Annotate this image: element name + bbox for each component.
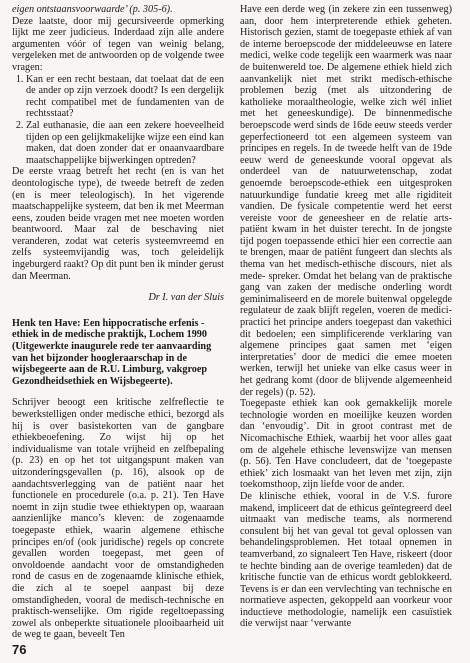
question-item: 2. Zal euthanasie, die aan een zekere hoeveelheid tijden op een gelijkmakelijke wijze een eind kan maken, dat doen zonder dat er onaanvaardbare maatschappelijke bijwerkingen optreden? <box>26 120 224 166</box>
paragraph: Have een derde weg (in zekere zin een tussenweg) aan, door hem interpreterende ethiek geheten. Historisch gezien, stamt de toegepaste ethiek af van de interne beroepscode der middeleeuwse en latere medici, welke code tegelijk een waarmerk was naar de buitenwereld toe. De algemene ethiek hield zich aanvankelijk niet met strikt medisch-ethische problemen bezig (met als uitzondering de katholieke moraaltheologie, welke zich wél inliet met het geneeskundige). De binnenmedische beroepscode werd sinds de 16de eeuw steeds verder geperfectioneerd tot een algemeen systeem van principes en regels. In de tweede helft van de 19de eeuw werd de geneeskunde vooral opgevat als onderdeel van de natuurwetenschap, zodat genoemde beroepscode-ethiek een uitgesproken natuurkundige fundatie kreeg met alle rigiditeit vandien. De fysicale competentie werd het eerst vereiste voor de geneesheer en de relatie arts-patiënt kwam in het duister terecht. In de jongste tijd pogen toepassende ethici hier een correctie aan te brengen, maar de patiënt fungeert dan slechts als thema van het medisch-ethische discours, niet als mede- spreker. Omdat het belang van de praktische gang van zaken der medische onderling wordt geminimaliseerd en de morele buitenwal opgelegde regulateur de zaak blijft regelen, voeren de medici-practici het principe anders toegepast dan vakethici dit bedoelen; een simplificerende verklaring van algemene principes gaat samen met ‘eigen interpretaties’ door de medici die emee moeten werken, terwijl het unieke van elke casus weer in het gedrang komt (door de blijvende algemeenheid der regels) (p. 52). <box>240 4 452 398</box>
review-title: Henk ten Have: Een hippocratische erfenis - ethiek in de medische praktijk, Lochem 1990 (Uitgewerkte inaugurele rede ter aanvaarding van het bijzonder hoogleraarschap in de wijsbegeerte aan de R.U. Limburg, vakgroep Gezondheidsethiek en Wijsbegeerte). <box>12 317 212 387</box>
paragraph: Toegepaste ethiek kan ook gemakkelijk morele technologie worden en moeilijke keuzen worden dan ‘envoudig’. Dit in groot contrast met de Nicomachische Ethiek, waarbij het voor alles gaat om de algehele ethische levenswijze van mensen (p. 56). Ten Have concludeert, dat de ‘toegepaste ethiek’ zich losmaakt van het leven met zijn, zijn toekomsthoop, zijn liefde voor de ander. <box>240 398 452 491</box>
document-page <box>12 4 460 644</box>
question-list <box>12 74 224 167</box>
paragraph: Schrijver beoogt een kritische zelfreflectie te bewerkstelligen onder medische ethici, bezorgd als hij is over basistekorten van de gangbare ethiekbeoefening. Zo wijst hij op het individualisme van totale vrijheid en zelfbepaling (p. 23) en op het tot uitgangspunt maken van uitzonderingsgevallen (p. 16), alsook op de aandachtsverlegging van de patiënt naar het functionele en procedurele (o.a. p. 21). Ten Have noemt in zijn studie twee ethiektypen op, waaraan aanzienlijke manco’s kleven: de zogenaamde toegepaste ethiek, waarin algemene ethische principes en/of (ook juridische) regels op concrete gevallen worden toegepast, met geen of onvoldoende aandacht voor de omstandigheden rond de casus en de zogenaamde klinische ethiek, die zich al te soepel aanpast bij deze omstandigheden, vooral de medisch-technische en praktisch-wenselijke. Om rigide regeltoepassing zowel als onbeperkte situationele plooibaarheid uit de weg te gaan, beveelt Ten <box>12 397 224 641</box>
left-column <box>12 4 224 641</box>
paragraph: De eerste vraag betreft het recht (en is van het deontologische type), de tweede betreft de zeden (en is meer teleologisch). In het vigerende maatschappelijke systeem, dat ben ik met Meerman eens, zouden beide vragen met nee moeten worden beantwoord. Maar zal de beschaving niet veranderen, zodat wat ceteris systeemvreemd en zelfs systeemvijandig was, toch geleidelijk ingeburgerd raakt? Op dit punt ben ik minder gerust dan Meerman. <box>12 166 224 282</box>
paragraph: De klinische ethiek, vooral in de V.S. furore makend, impliceert dat de ethicus geïntegreerd deel uitmaakt van medische teams, als normerend consulent bij het van geval tot geval oplossen van behandelingsproblemen. Het totaal opnemen in teamverband, zo signaleert Ten Have, riskeert (door te hechte binding aan de overige teamleden) dat de kritische functie van de ethicus wordt geblokkeerd. Tevens is er dan een vervlechting van technische en normatieve aspecten, gekoppeld aan voorkeur voor inductieve methodologie, namelijk een casuïstiek die verwijst naar ‘verwante <box>240 490 452 630</box>
author-signature: Dr I. van der Sluis <box>148 292 224 304</box>
right-column <box>240 4 452 630</box>
intro-line: eigen ontstaansvoorwaarde’ (p. 305-6). <box>12 4 173 15</box>
paragraph: Deze laatste, door mij gecursiveerde opmerking lijkt me zeer judicieus. Inderdaad zijn alle andere argumenten vóór of tegen van weinig belang, vergeleken met de antwoorden op de volgende twee vragen: <box>12 15 224 73</box>
question-item: 1. Kan er een recht bestaan, dat toelaat dat de een de ander op zijn verzoek doodt? Is een dergelijk recht compatibel met de fundamenten van de rechtsstaat? <box>26 74 224 120</box>
page-number: 76 <box>12 642 27 657</box>
